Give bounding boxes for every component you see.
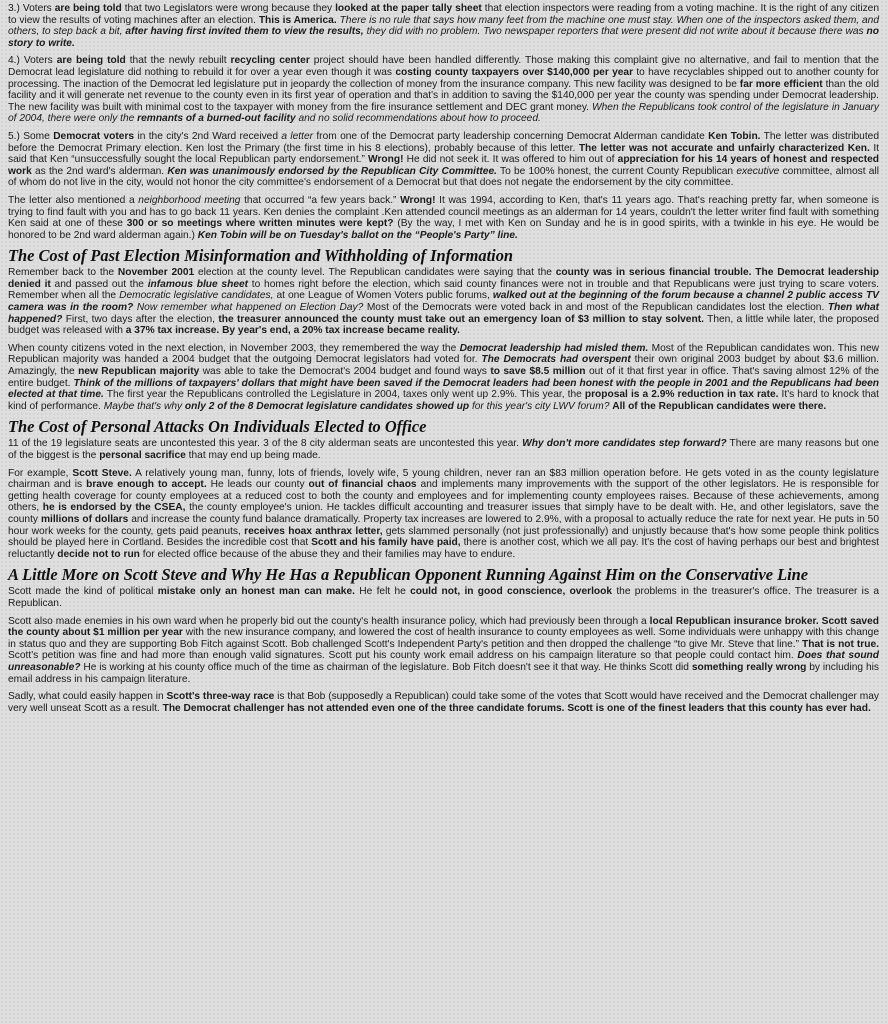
- emphasis-run: something really wrong: [691, 661, 807, 673]
- emphasis-run: The letter was not accurate and unfairly characterized Ken.: [578, 142, 870, 154]
- section-heading-personal-attacks: The Cost of Personal Attacks On Individuals Elected to Office: [8, 417, 427, 437]
- emphasis-run: Democrat voters: [53, 130, 135, 142]
- paragraph-item-3: 3.) Voters are being told that two Legislators were wrong because they looked at the paper tally sheet that election inspectors were reading from a voting machine. It is the right of any citizen to view the results of voting machines after an election. This is America. There is no rule that says how many feet from the machine one must stay. When one of the inspectors asked them, and others, to step back a bit, after having first invited them to view the results, they did with no problem. Two newspaper reporters that were present did not write about it because there was no story to write.: [8, 3, 880, 49]
- emphasis-run: Scott's three-way race: [166, 691, 275, 703]
- emphasis-run: he is endorsed by the CSEA,: [42, 502, 186, 514]
- emphasis-run: mistake only an honest man can make.: [157, 586, 355, 598]
- emphasis-run: a letter: [281, 130, 314, 142]
- emphasis-run: remnants of a burned-out facility: [137, 113, 296, 125]
- emphasis-run: The Democrats had overspent: [481, 354, 631, 366]
- emphasis-run: Ken Tobin.: [708, 130, 761, 142]
- emphasis-run: walked out at the beginning of the forum because a channel 2 public access TV camera was in the room?: [8, 290, 879, 314]
- section-heading-scott-steve-opponent: A Little More on Scott Steve and Why He Has a Republican Opponent Running Against Him on the Conservative Line: [8, 565, 809, 585]
- emphasis-run: millions of dollars: [40, 513, 129, 525]
- emphasis-run: When the Republicans took control of the legislature in January of 2004, there were only the: [8, 101, 879, 125]
- emphasis-run: Then what happened?: [8, 302, 880, 325]
- emphasis-run: infamous blue sheet: [147, 278, 249, 290]
- emphasis-run: far more efficient: [739, 78, 823, 90]
- emphasis-run: neighborhood meeting: [138, 194, 241, 206]
- emphasis-run: This is America.: [258, 14, 337, 26]
- paragraph-scott-steve: For example, Scott Steve. A relatively young man, funny, lots of friends, lovely wife, 5 young children, never ran an $83 million operation before. He gets voted in as the county legislature chairman and is brave enough to accept. He leads our county out of financial chaos and implements many improvements with the support of the other legislators. He is responsible for getting health coverage for county employees at a reduced cost to both the county and employees and for implementing county employees raises. Because of these achievements, among others, he is endorsed by the CSEA, the county employee's union. He tackles difficult accounting and treasurer issues that simply have to be dealt with. He, and other legislators, save the county millions of dollars and increase the county fund balance dramatically. Property tax increases are lowered to 2.9%, with a proposal to actually reduce the rate for next year. He puts in 50 hour work weeks for the county, gets paid peanuts, receives hoax anthrax letter, gets slammed personally (not just professionally) and unjustly because that's how some people think politics should be played here in Cortland. Besides the incredible cost that Scott and his family have paid, there is another cost, which we all pay. It's the cost of having perhaps our best and brightest reluctantly decide not to run for elected office because of the abuse they and their families may have to endure.: [8, 467, 880, 560]
- emphasis-run: for this year's city LWV forum?: [469, 400, 610, 412]
- paragraph-honest-mistake: Scott made the kind of political mistake only an honest man can make. He felt he could not, in good conscience, overlook the problems in the treasurer's office. The treasurer is a Republican.: [8, 586, 879, 609]
- paragraph-november-2001: Remember back to the November 2001 election at the county level. The Republican candidates were saying that the county was in serious financial trouble. The Democrat leadership denied it and passed out the infamous blue sheet to homes right before the election, which said county finances were not in trouble and that Republicans were just trying to scare voters. Remember when all the Democratic legislative candidates, at one League of Women Voters public forums, walked out at the beginning of the forum because a channel 2 public access TV camera was in the room? Now remember what happened on Election Day? Most of the Democrats were voted back in and most of the Republican candidates lost the election. Then what happened? First, two days after the election, the treasurer announced the county must take out an emergency loan of $3 million to stay solvent. Then, a little while later, the proposed budget was released with a 37% tax increase. By year's end, a 20% tax increase became reality.: [8, 267, 880, 337]
- paragraph-three-way-race: Sadly, what could easily happen in Scott's three-way race is that Bob (supposedly a Republican) could take some of the votes that Scott would have received and the Democrat challenger may very well unseat Scott as a result. The Democrat challenger has not attended even one of the three candidate forums. Scott is one of the finest leaders that this county has ever had.: [8, 691, 880, 714]
- emphasis-run: Ken was unanimously endorsed by the Republican City Committee.: [167, 165, 497, 177]
- emphasis-run: receives hoax anthrax letter,: [244, 525, 383, 537]
- emphasis-run: costing county taxpayers over $140,000 per year: [395, 66, 634, 78]
- emphasis-run: Why don't more candidates step forward?: [522, 438, 727, 450]
- emphasis-run: new Republican majority: [78, 366, 200, 378]
- emphasis-run: Wrong!: [400, 194, 436, 206]
- paragraph-health-insurance: Scott also made enemies in his own ward when he properly bid out the county's health insurance policy, which had previously been through a local Republican insurance broker. Scott saved the county about $1 million per year with the new insurance company, and lowered the cost of health insurance to county employees as well. Some individuals were unhappy with this change in status quo and they are supporting Bob Fitch against Scott. Bob challenged Scott's Independent Party's petition and then dropped the challenge “to give Mr. Steve that line.” That is not true. Scott's petition was fine and had more than enough valid signatures. Scott put his county work email address on his campaign literature so that people could contact him. Does that sound unreasonable? He is working at his county office much of the time as chairman of the legislature. Bob Fitch doesn't see it that way. He thinks Scott did something really wrong by including his email address in his campaign literature.: [8, 615, 879, 685]
- emphasis-run: are being told: [54, 3, 122, 14]
- emphasis-run: appreciation for his 14 years of honest and respected work: [8, 154, 879, 177]
- emphasis-run: executive: [736, 165, 780, 177]
- emphasis-run: out of financial chaos: [308, 479, 417, 491]
- emphasis-run: only 2 of the 8 Democrat legislature candidates showed up: [184, 400, 470, 412]
- emphasis-run: are being told: [56, 55, 126, 67]
- emphasis-run: Does that sound unreasonable?: [8, 650, 879, 673]
- emphasis-run: looked at the paper tally sheet: [335, 3, 482, 14]
- emphasis-run: and no solid recommendations about how to proceed.: [295, 113, 541, 125]
- emphasis-run: Democratic legislative candidates,: [119, 290, 274, 302]
- emphasis-run: Ken Tobin will be on Tuesday's ballot on the “People's Party” line.: [197, 229, 518, 241]
- emphasis-run: All of the Republican candidates were there.: [612, 400, 827, 412]
- emphasis-run: brave enough to accept.: [86, 479, 207, 491]
- emphasis-run: 300 or so meetings where written minutes were kept?: [126, 218, 394, 230]
- emphasis-run: Now remember what happened on Election Day?: [133, 302, 364, 314]
- paragraph-neighborhood-meeting: The letter also mentioned a neighborhood meeting that occurred “a few years back.” Wrong! It was 1994, according to Ken, that's 11 years ago. That's reaching pretty far, when someone is trying to find fault with you and has to go back 11 years. Ken denies the complaint .Ken attended council meetings as an alderman for 14 years, couldn't the letter writer find fault with something Ken said at one of these 300 or so meetings where written minutes were kept? (By the way, I met with Ken on Sunday and he is in good spirits, with a twinkle in his eye. He would be honored to be 2nd ward alderman again.) Ken Tobin will be on Tuesday's ballot on the “People's Party” line.: [8, 194, 880, 241]
- emphasis-run: decide not to run: [57, 548, 140, 560]
- emphasis-run: Scott Steve.: [72, 467, 132, 479]
- emphasis-run: to save $8.5 million: [490, 366, 586, 378]
- emphasis-run: November 2001: [117, 267, 195, 279]
- emphasis-run: a 37% tax increase. By year's end, a 20% tax increase became reality.: [125, 325, 460, 337]
- section-heading-election-misinformation: The Cost of Past Election Misinformation and Withholding of Information: [8, 246, 514, 266]
- emphasis-run: Wrong!: [368, 154, 404, 166]
- emphasis-run: recycling center: [230, 55, 310, 67]
- emphasis-run: local Republican insurance broker. Scott saved the county about $1 million per year: [8, 615, 879, 639]
- paragraph-item-4: 4.) Voters are being told that the newly rebuilt recycling center project should have been handled differently. Those making this complaint give no alternative, and fail to mention that the Democrat lead legislature did nothing to rebuild it for over a year even though it was costing county taxpayers over $140,000 per year to have recyclables shipped out to another county for processing. The inaction of the Democrat led legislature put in jeopardy the collection of money from the insurance company. This new facility was designed to be far more efficient than the old facility and it will generate net revenue to the county even in its first year of operation and that's in addition to saving the $140,000 per year the county was spending under Democrat leadership. The new facility was built with minimal cost to the taxpayer with money from the fire insurance settlement and DEC grant money. When the Republicans took control of the legislature in January of 2004, there were only the remnants of a burned-out facility and no solid recommendations about how to proceed.: [8, 55, 880, 125]
- emphasis-run: Maybe that's why: [103, 400, 185, 412]
- emphasis-run: Scott and his family have paid,: [311, 537, 461, 549]
- emphasis-run: the treasurer announced the county must take out an emergency loan of $3 million to stay solvent.: [218, 313, 704, 325]
- emphasis-run: they did with no problem. Two newspaper reporters that were present did not write about it because there was: [363, 26, 867, 38]
- emphasis-run: no story to write.: [8, 26, 879, 49]
- paragraph-november-2003: When county citizens voted in the next election, in November 2003, they remembered the way the Democrat leadership had misled them. Most of the Republican candidates won. This new Republican majority was handed a 2004 budget that the outgoing Democrat legislators had voted for. The Democrats had overspent their own original 2003 budget by about $3.6 million. Amazingly, the new Republican majority was able to take the Democrat's 2004 budget and found ways to save $8.5 million out of it that first year in office. That's saving almost 12% of the entire budget. Think of the millions of taxpayers' dollars that might have been saved if the Democrat leaders had been honest with the people in 2001 and the Republicans had been elected at that time. The first year the Republicans controlled the Legislature in 2004, taxes only went up 2.9%. This year, the proposal is a 2.9% reduction in tax rate. It's hard to knock that kind of performance. Maybe that's why only 2 of the 8 Democrat legislature candidates showed up for this year's city LWV forum? All of the Republican candidates were there.: [8, 342, 880, 412]
- emphasis-run: could not, in good conscience, overlook: [410, 586, 613, 598]
- paragraph-item-5: 5.) Some Democrat voters in the city's 2nd Ward received a letter from one of the Democrat party leadership concerning Democrat Alderman candidate Ken Tobin. The letter was distributed before the Democrat Primary election. Ken lost the Primary (the first time in his 8 elections), probably because of this letter. The letter was not accurate and unfairly characterized Ken. It said that Ken “unsuccessfully sought the local Republican party endorsement.” Wrong! He did not seek it. It was offered to him out of appreciation for his 14 years of honest and respected work as the 2nd ward's alderman. Ken was unanimously endorsed by the Republican City Committee. To be 100% honest, the current County Republican executive committee, almost all of whom do not live in the city, would not honor the city committee's endorsement of a Democrat but that does not negate the endorsement by the city committee.: [8, 130, 880, 189]
- emphasis-run: That is not true.: [802, 638, 879, 650]
- emphasis-run: Democrat leadership had misled them.: [459, 342, 649, 354]
- emphasis-run: personal sacrifice: [99, 450, 186, 461]
- emphasis-run: after having first invited them to view the results,: [125, 26, 364, 38]
- emphasis-run: Think of the millions of taxpayers' dollars that might have been saved if the Democrat leaders had been honest with the people in 2001 and the Republicans had been elected at that time.: [8, 377, 879, 401]
- paragraph-uncontested-seats: 11 of the 19 legislature seats are uncontested this year. 3 of the 8 city alderman seats are uncontested this year. Why don't more candidates step forward? There are many reasons but one of the biggest is the personal sacrifice that may end up being made.: [8, 438, 879, 461]
- emphasis-run: county was in serious financial trouble. The Democrat leadership denied it: [8, 267, 879, 290]
- emphasis-run: The Democrat challenger has not attended even one of the three candidate forums. Scott is one of the finest leaders that this county has ever had.: [162, 702, 871, 714]
- emphasis-run: There is no rule that says how many feet from the machine one must stay. When one of the inspectors asked them, and others, to step back a bit,: [8, 14, 880, 38]
- emphasis-run: proposal is a 2.9% reduction in tax rate.: [584, 389, 779, 401]
